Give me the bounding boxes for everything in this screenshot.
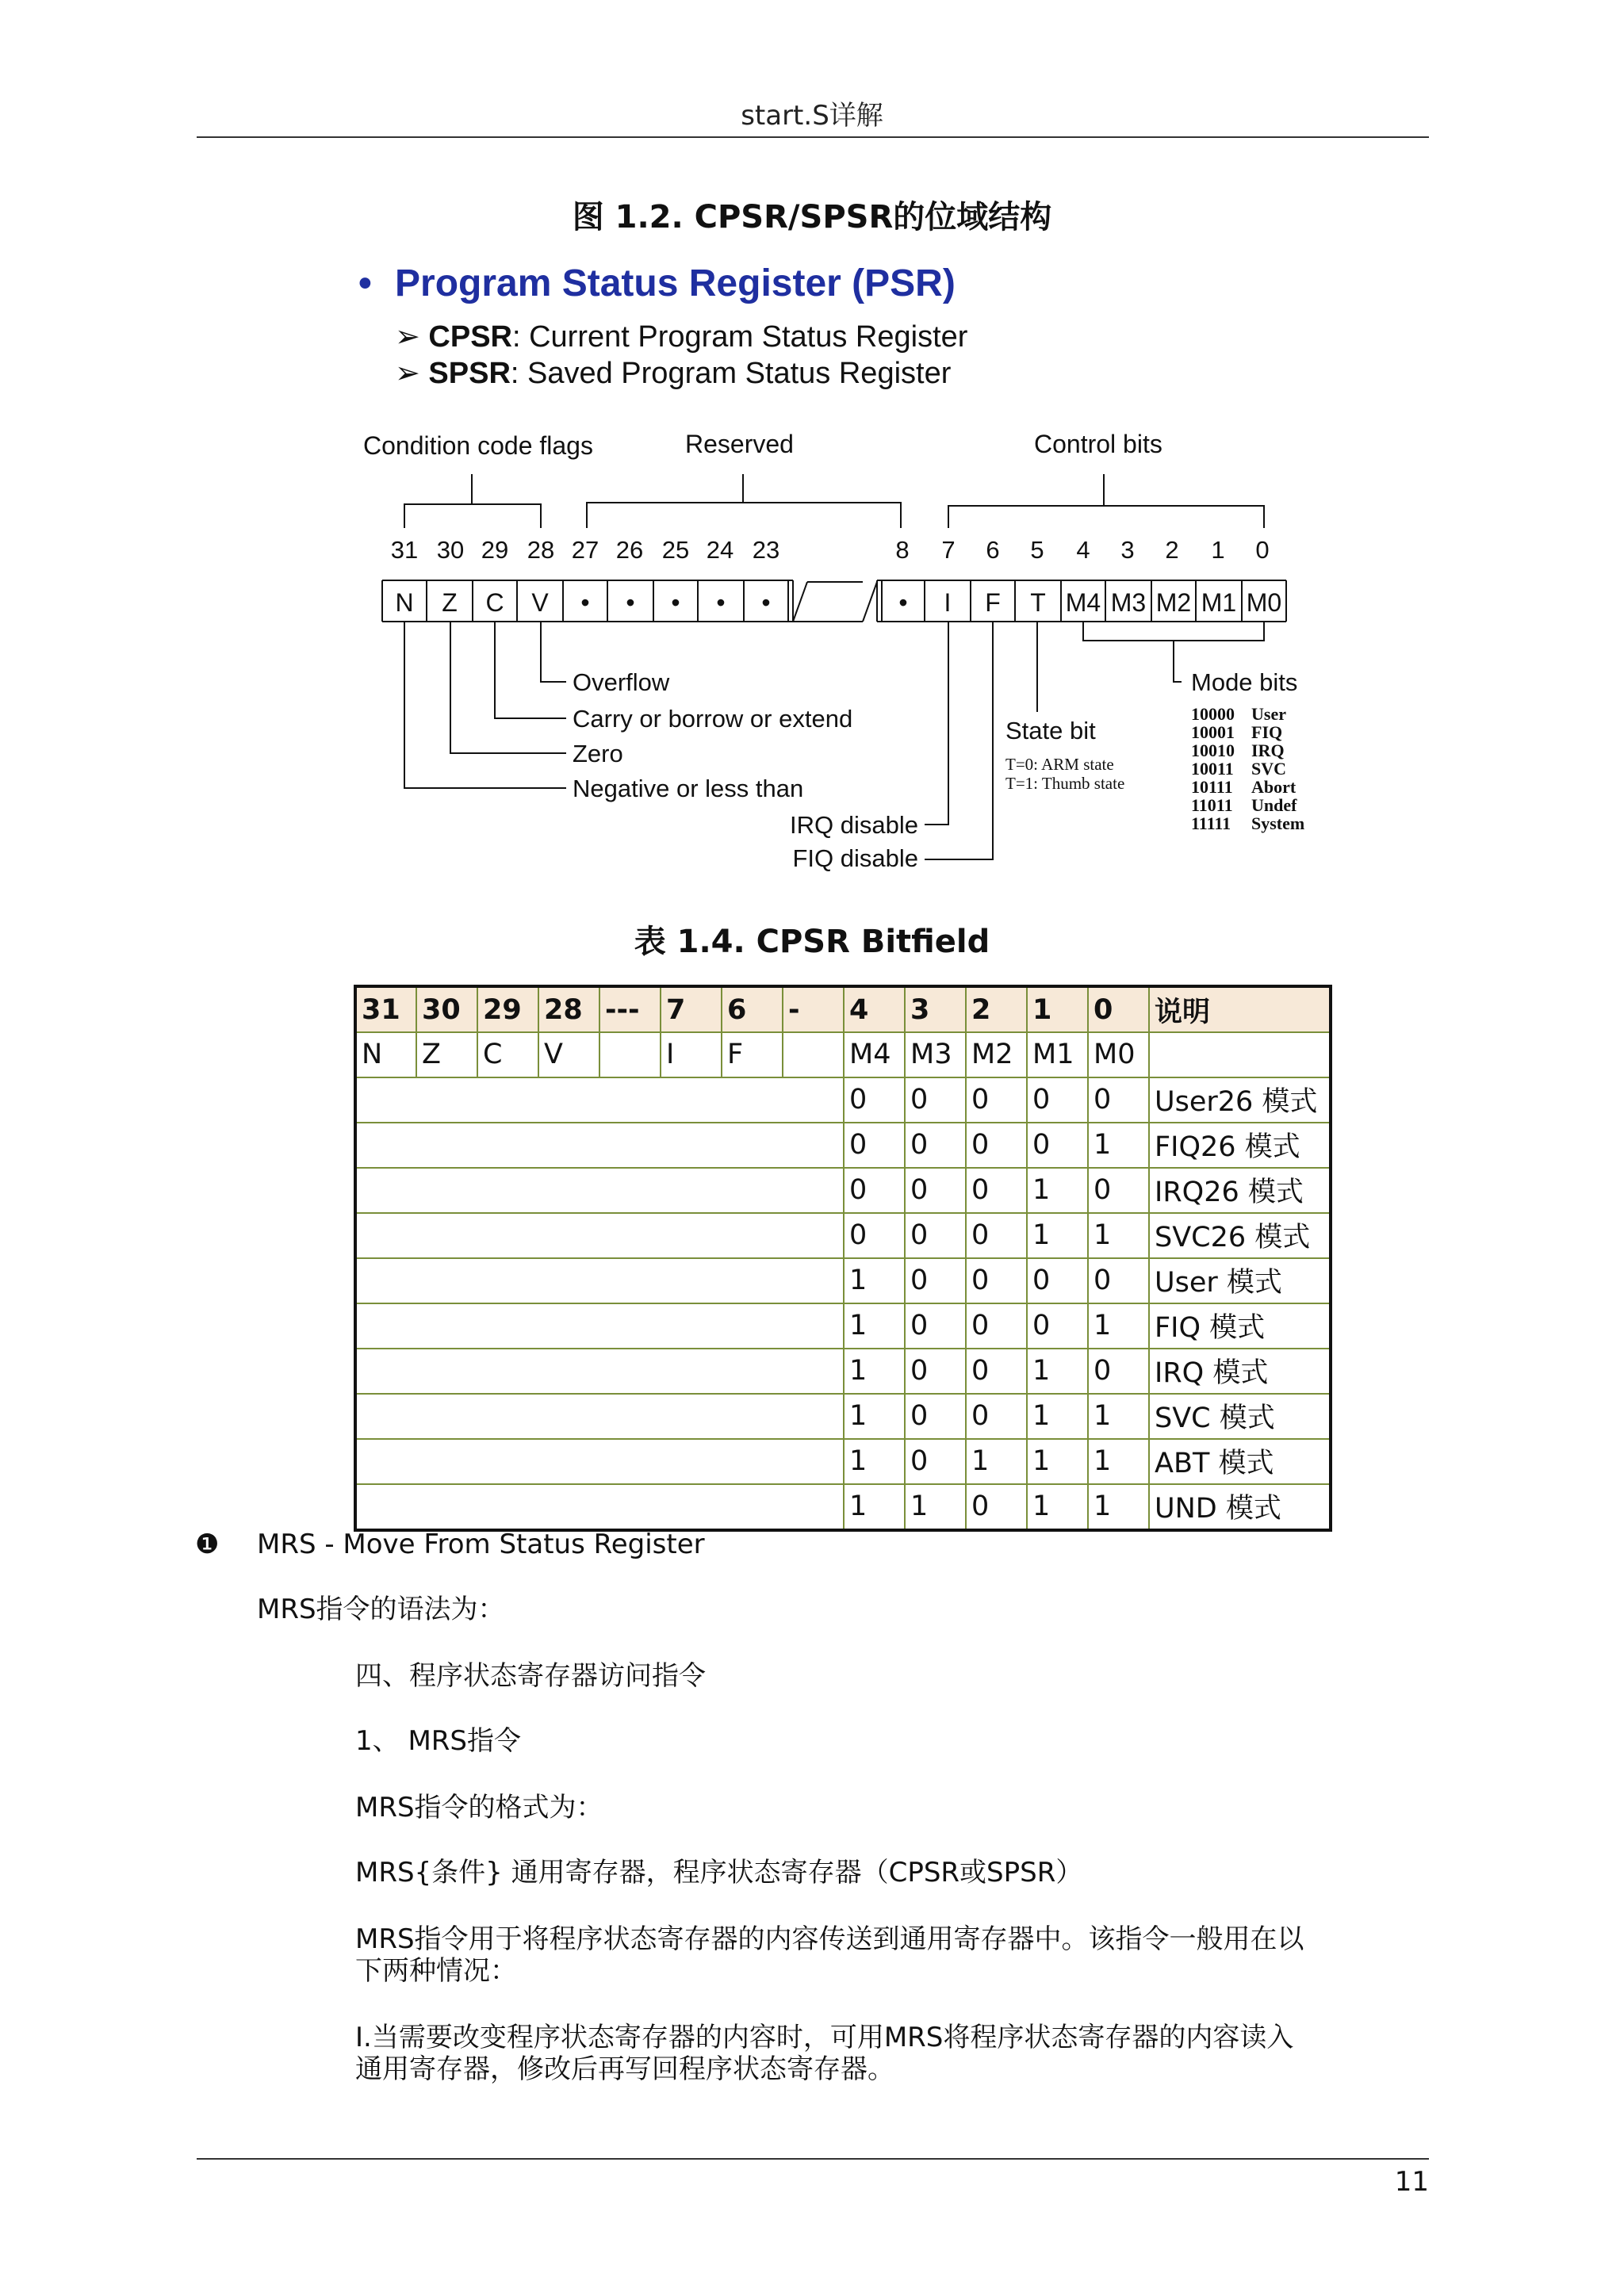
table-cell: 0 xyxy=(905,1123,966,1168)
psr-subline-spsr xyxy=(395,355,951,391)
desc-irq-disable: IRQ disable xyxy=(790,811,918,839)
header-cell: 7 xyxy=(661,986,722,1032)
cell-reserved-dot: • xyxy=(761,588,771,617)
table-cell: 1 xyxy=(966,1439,1027,1484)
cell-M4: M4 xyxy=(1065,588,1101,617)
table-cell: M1 xyxy=(1027,1032,1088,1077)
table-cell: 0 xyxy=(1088,1349,1149,1394)
table-cell: 0 xyxy=(905,1077,966,1123)
paragraph: 下两种情况： xyxy=(355,1955,517,1987)
cell-reserved-dot: • xyxy=(716,588,726,617)
mode-name: Undef xyxy=(1251,795,1297,815)
table-row xyxy=(355,1123,1331,1168)
table-cell: 1 xyxy=(1027,1394,1088,1439)
table-cell: 0 xyxy=(1088,1168,1149,1213)
bit-number-3: 3 xyxy=(1120,536,1135,564)
mode-legend xyxy=(1191,704,1304,833)
table-cell: 0 xyxy=(905,1168,966,1213)
table-cell: 0 xyxy=(966,1077,1027,1123)
bit-number-28: 28 xyxy=(527,536,555,564)
mode-description: User 模式 xyxy=(1149,1258,1331,1303)
mode-description: User26 模式 xyxy=(1149,1077,1331,1123)
header-cell: 6 xyxy=(722,986,783,1032)
table-cell: 1 xyxy=(844,1349,905,1394)
mode-description: ABT 模式 xyxy=(1149,1439,1331,1484)
cell-M1: M1 xyxy=(1201,588,1237,617)
table-cell: 0 xyxy=(844,1077,905,1123)
figure-caption: 图 1.2. CPSR/SPSR的位域结构 xyxy=(572,199,1052,235)
empty-span-cell xyxy=(355,1258,844,1303)
table-header-row xyxy=(355,986,1331,1032)
table-cell: 0 xyxy=(905,1349,966,1394)
paragraph: MRS指令的格式为： xyxy=(355,1792,603,1823)
list-bullet-icon: ❶ xyxy=(195,1529,220,1560)
table-cell: 0 xyxy=(1027,1123,1088,1168)
empty-span-cell xyxy=(355,1168,844,1213)
table-cell: N xyxy=(355,1032,416,1077)
paragraph: MRS指令用于将程序状态寄存器的内容传送到通用寄存器中。该指令一般用在以 xyxy=(355,1923,1304,1955)
table-cell: M0 xyxy=(1088,1032,1149,1077)
desc-negative: Negative or less than xyxy=(573,775,804,802)
cpsr-bitfield-table xyxy=(354,985,1332,1532)
table-cell: 0 xyxy=(1088,1077,1149,1123)
cell-reserved-dot: • xyxy=(626,588,635,617)
bullet-mrs-title: MRS - Move From Status Register xyxy=(257,1529,705,1560)
empty-span-cell xyxy=(355,1394,844,1439)
arrow-right-icon: ➢ xyxy=(395,357,429,390)
psr-subline-cpsr xyxy=(395,319,967,354)
table-cell: 0 xyxy=(905,1439,966,1484)
flag-descriptions xyxy=(573,668,1297,872)
table-cell: 1 xyxy=(844,1394,905,1439)
mode-name: IRQ xyxy=(1251,740,1285,760)
header-cell: 2 xyxy=(966,986,1027,1032)
table-cell: 0 xyxy=(966,1349,1027,1394)
table-cell: 0 xyxy=(844,1168,905,1213)
table-cell: 0 xyxy=(905,1258,966,1303)
bit-number-4: 4 xyxy=(1076,536,1090,564)
bit-number-0: 0 xyxy=(1255,536,1270,564)
table-cell xyxy=(599,1032,661,1077)
paragraph: Ⅰ.当需要改变程序状态寄存器的内容时，可用MRS将程序状态寄存器的内容读入 xyxy=(355,2022,1294,2053)
mode-description: IRQ26 模式 xyxy=(1149,1168,1331,1213)
header-cell: 4 xyxy=(844,986,905,1032)
table-cell: 0 xyxy=(966,1484,1027,1530)
cpsr-rest: : Current Program Status Register xyxy=(511,320,968,354)
arrow-right-icon: ➢ xyxy=(395,320,429,354)
table-cell: V xyxy=(538,1032,599,1077)
cell-M3: M3 xyxy=(1110,588,1147,617)
table-cell: 1 xyxy=(905,1484,966,1530)
cpsr-bold: CPSR xyxy=(428,320,512,354)
bit-number-26: 26 xyxy=(615,536,644,564)
header-cell: 1 xyxy=(1027,986,1088,1032)
table-cell: 1 xyxy=(844,1484,905,1530)
table-cell: 1 xyxy=(1027,1349,1088,1394)
bit-numbers xyxy=(391,536,1270,564)
table-cell: 0 xyxy=(905,1394,966,1439)
mode-name: System xyxy=(1251,813,1305,833)
mode-description: FIQ 模式 xyxy=(1149,1303,1331,1349)
table-row xyxy=(355,1394,1331,1439)
table-cell: M4 xyxy=(844,1032,905,1077)
mode-code: 11111 xyxy=(1191,813,1231,833)
state-bit-label: State bit xyxy=(1005,717,1096,744)
mode-description: UND 模式 xyxy=(1149,1484,1331,1530)
running-header: start.S详解 xyxy=(741,100,883,132)
table-cell: 1 xyxy=(844,1258,905,1303)
bit-number-6: 6 xyxy=(986,536,1000,564)
table-cell xyxy=(1149,1032,1331,1077)
footer-rule xyxy=(197,2158,1429,2160)
table-cell: 1 xyxy=(1027,1484,1088,1530)
mode-code: 11011 xyxy=(1191,795,1233,815)
paragraph: 通用寄存器，修改后再写回程序状态寄存器。 xyxy=(355,2053,894,2085)
bit-number-23: 23 xyxy=(752,536,780,564)
bit-number-8: 8 xyxy=(895,536,910,564)
cell-M2: M2 xyxy=(1155,588,1192,617)
table-cell: 0 xyxy=(966,1123,1027,1168)
cell-reserved-dot: • xyxy=(671,588,680,617)
mode-bits-label: Mode bits xyxy=(1191,668,1298,696)
spsr-bold: SPSR xyxy=(428,357,511,390)
cell-I: I xyxy=(944,588,952,617)
psr-bullet: • xyxy=(358,262,372,304)
table-cell: 1 xyxy=(844,1303,905,1349)
bit-number-31: 31 xyxy=(390,536,419,564)
label-condition-flags: Condition code flags xyxy=(363,431,593,460)
register-box xyxy=(382,580,1286,622)
paragraph: MRS{条件} 通用寄存器，程序状态寄存器（CPSR或SPSR） xyxy=(355,1857,1083,1888)
label-control-bits: Control bits xyxy=(1034,430,1162,458)
table-cell: 0 xyxy=(844,1213,905,1258)
bit-number-29: 29 xyxy=(481,536,509,564)
table-cell: 1 xyxy=(1088,1394,1149,1439)
table-cell: 0 xyxy=(966,1258,1027,1303)
header-cell: 说明 xyxy=(1149,986,1331,1032)
header-cell: 0 xyxy=(1088,986,1149,1032)
mode-description: SVC 模式 xyxy=(1149,1394,1331,1439)
bit-number-24: 24 xyxy=(706,536,734,564)
bit-number-30: 30 xyxy=(436,536,465,564)
table-cell: 1 xyxy=(1027,1168,1088,1213)
header-cell: - xyxy=(783,986,844,1032)
table-cell: 0 xyxy=(905,1303,966,1349)
psr-bit-diagram xyxy=(349,420,1332,880)
page-number: 11 xyxy=(1394,2166,1429,2198)
state-thumb: T=1: Thumb state xyxy=(1005,774,1125,793)
mode-description: SVC26 模式 xyxy=(1149,1213,1331,1258)
cell-C: C xyxy=(485,588,504,617)
header-cell: 31 xyxy=(355,986,416,1032)
mode-code: 10000 xyxy=(1191,704,1235,724)
header-cell: 30 xyxy=(416,986,477,1032)
table-cell: 1 xyxy=(1027,1213,1088,1258)
desc-zero: Zero xyxy=(573,740,623,767)
empty-span-cell xyxy=(355,1077,844,1123)
psr-title: Program Status Register (PSR) xyxy=(395,262,956,304)
register-cells xyxy=(395,588,1281,617)
header-cell: 28 xyxy=(538,986,599,1032)
empty-span-cell xyxy=(355,1484,844,1530)
table-cell: 1 xyxy=(1088,1439,1149,1484)
mode-name: Abort xyxy=(1251,777,1297,797)
bit-number-2: 2 xyxy=(1165,536,1179,564)
table-cell: 0 xyxy=(966,1303,1027,1349)
bit-number-27: 27 xyxy=(571,536,599,564)
table-cell: 1 xyxy=(1088,1484,1149,1530)
cell-T: T xyxy=(1030,588,1046,617)
table-cell: 0 xyxy=(966,1394,1027,1439)
group-brackets xyxy=(404,474,1264,528)
cell-reserved-dot: • xyxy=(580,588,590,617)
bit-number-25: 25 xyxy=(661,536,690,564)
cell-F: F xyxy=(985,588,1001,617)
empty-span-cell xyxy=(355,1349,844,1394)
table-row xyxy=(355,1349,1331,1394)
table-row xyxy=(355,1484,1331,1530)
table-cell: 0 xyxy=(966,1213,1027,1258)
mode-code: 10001 xyxy=(1191,722,1235,742)
table-row xyxy=(355,1213,1331,1258)
mode-name: User xyxy=(1251,704,1286,724)
cell-reserved-dot: • xyxy=(898,588,908,617)
table-cell: F xyxy=(722,1032,783,1077)
mrs-syntax-intro: MRS指令的语法为： xyxy=(257,1594,505,1625)
table-row xyxy=(355,1439,1331,1484)
table-cell: 0 xyxy=(966,1168,1027,1213)
table-cell: 1 xyxy=(844,1439,905,1484)
table-row xyxy=(355,1077,1331,1123)
table-cell: 1 xyxy=(1088,1123,1149,1168)
table-cell: 0 xyxy=(905,1213,966,1258)
state-legend xyxy=(1005,755,1124,793)
table-caption: 表 1.4. CPSR Bitfield xyxy=(634,924,990,960)
table-cell: 0 xyxy=(1027,1258,1088,1303)
header-cell: 29 xyxy=(477,986,538,1032)
desc-carry: Carry or borrow or extend xyxy=(573,705,853,733)
table-cell xyxy=(783,1032,844,1077)
bit-number-1: 1 xyxy=(1211,536,1225,564)
table-cell: 0 xyxy=(844,1123,905,1168)
mode-name: FIQ xyxy=(1251,722,1283,742)
table-cell: M2 xyxy=(966,1032,1027,1077)
mode-code: 10011 xyxy=(1191,759,1234,779)
state-arm: T=0: ARM state xyxy=(1005,755,1114,774)
table-cell: Z xyxy=(416,1032,477,1077)
subsection-heading: 1、 MRS指令 xyxy=(355,1725,521,1757)
mode-description: FIQ26 模式 xyxy=(1149,1123,1331,1168)
table-row xyxy=(355,1168,1331,1213)
table-cell: 0 xyxy=(1027,1077,1088,1123)
table-row xyxy=(355,1032,1331,1077)
table-cell: 1 xyxy=(1027,1439,1088,1484)
table-cell: 1 xyxy=(1088,1213,1149,1258)
desc-fiq-disable: FIQ disable xyxy=(792,844,918,872)
bit-number-5: 5 xyxy=(1030,536,1044,564)
header-cell: --- xyxy=(599,986,661,1032)
bit-number-7: 7 xyxy=(941,536,956,564)
header-cell: 3 xyxy=(905,986,966,1032)
table-cell: 0 xyxy=(1088,1258,1149,1303)
mode-code: 10010 xyxy=(1191,740,1235,760)
mode-description: IRQ 模式 xyxy=(1149,1349,1331,1394)
header-rule xyxy=(197,136,1429,138)
desc-overflow: Overflow xyxy=(573,668,670,696)
mode-code: 10111 xyxy=(1191,777,1233,797)
cell-Z: Z xyxy=(442,588,458,617)
table-row xyxy=(355,1303,1331,1349)
mode-name: SVC xyxy=(1251,759,1287,779)
table-row xyxy=(355,1258,1331,1303)
table-cell: I xyxy=(661,1032,722,1077)
cell-V: V xyxy=(531,588,549,617)
empty-span-cell xyxy=(355,1303,844,1349)
spsr-rest: : Saved Program Status Register xyxy=(510,357,952,390)
empty-span-cell xyxy=(355,1123,844,1168)
label-reserved: Reserved xyxy=(685,430,794,458)
empty-span-cell xyxy=(355,1439,844,1484)
table-cell: C xyxy=(477,1032,538,1077)
cell-M0: M0 xyxy=(1246,588,1282,617)
cell-N: N xyxy=(395,588,414,617)
empty-span-cell xyxy=(355,1213,844,1258)
table-cell: M3 xyxy=(905,1032,966,1077)
section-heading: 四、程序状态寄存器访问指令 xyxy=(355,1660,706,1692)
table-cell: 0 xyxy=(1027,1303,1088,1349)
table-cell: 1 xyxy=(1088,1303,1149,1349)
